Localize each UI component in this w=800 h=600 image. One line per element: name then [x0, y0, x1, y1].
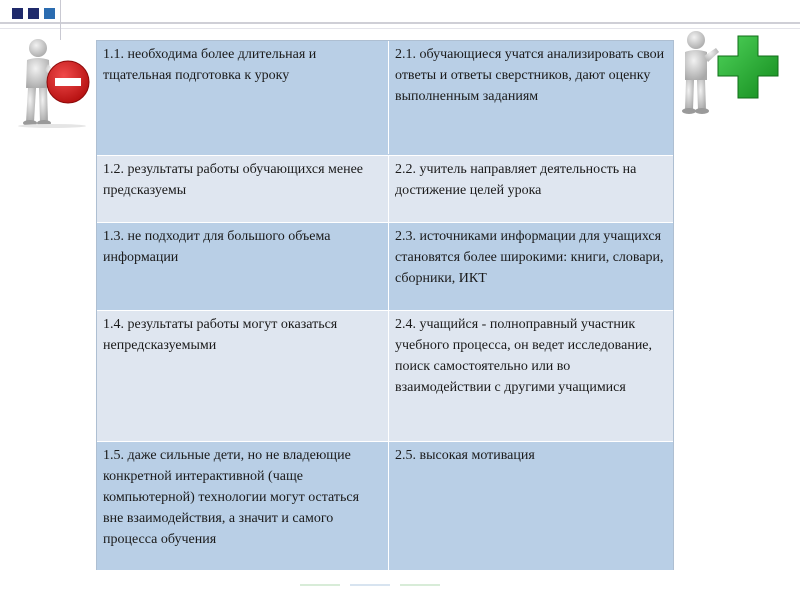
header-line: [0, 22, 800, 24]
table-row: [97, 310, 673, 441]
bottom-decoration: [300, 576, 500, 584]
table-row: [97, 222, 673, 310]
header-square-icon: [28, 8, 39, 19]
table-row: [97, 155, 673, 222]
table-cell-disadvantage: 1.5. даже сильные дети, но не владеющие конкретной интерактивной (чаще компьютерной) технологии могут остаться вне взаимодействия, а значит и самого процесса обучения: [103, 448, 360, 547]
table-cell-advantage: 2.1. обучающиеся учатся анализировать свои ответы и ответы сверстников, дают оценку выполненным заданиям: [395, 47, 665, 104]
table-cell-disadvantage: 1.4. результаты работы могут оказаться непредсказуемыми: [103, 317, 338, 353]
table-cell-disadvantage: 1.1. необходима более длительная и тщательная подготовка к уроку: [103, 47, 317, 83]
header-square-icon: [12, 8, 23, 19]
table-cell-disadvantage: 1.3. не подходит для большого объема информации: [103, 229, 331, 265]
green-plus-figure-icon: [672, 26, 790, 116]
comparison-table: [96, 40, 674, 570]
table-cell-disadvantage: 1.2. результаты работы обучающихся менее предсказуемы: [103, 162, 364, 198]
stop-sign-figure-icon: [12, 36, 92, 128]
header-square-icon: [44, 8, 55, 19]
table-cell-advantage: 2.2. учитель направляет деятельность на достижение целей урока: [395, 162, 637, 198]
table-cell-advantage: 2.5. высокая мотивация: [395, 448, 535, 463]
table-cell-advantage: 2.3. источниками информации для учащихся становятся более широкими: книги, словари, сборники, ИКТ: [395, 229, 664, 286]
table-cell-advantage: 2.4. учащийся - полноправный участник учебного процесса, он ведет исследование, поиск самостоятельно или во взаимодействии с другими учащимися: [395, 317, 653, 395]
table-row: [97, 441, 673, 570]
table-row: [97, 41, 673, 154]
header-vertical-line: [60, 0, 61, 40]
